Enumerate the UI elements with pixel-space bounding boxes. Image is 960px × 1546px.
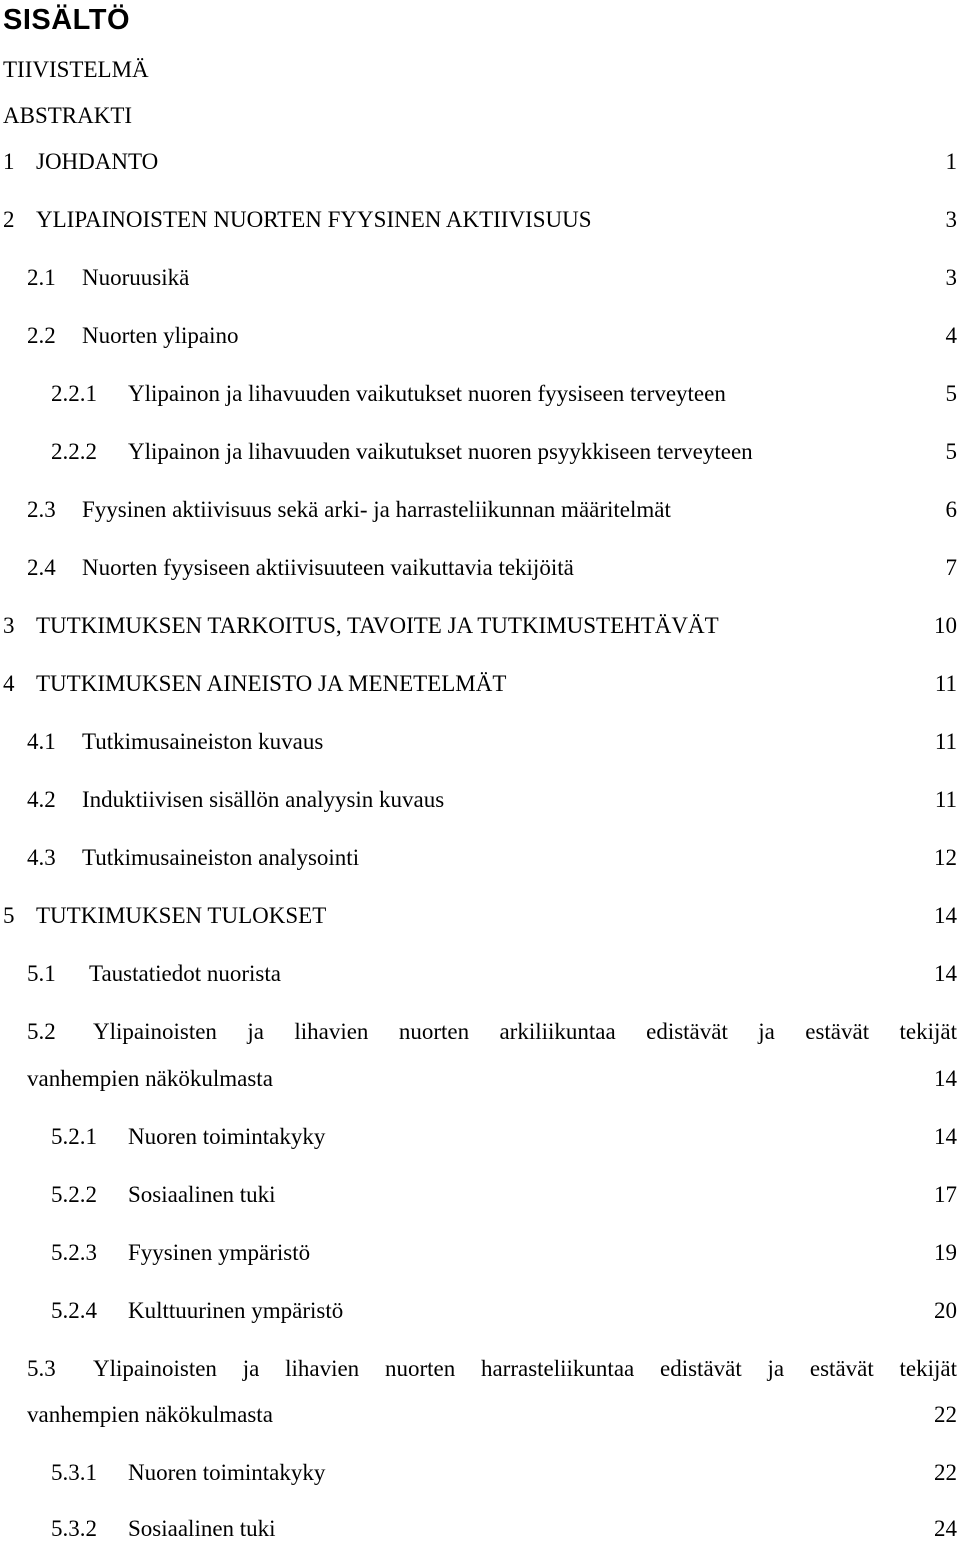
toc-entry-number: 5.3.2 (51, 1516, 97, 1541)
toc-entry-number: 1 (3, 149, 15, 174)
toc-entry-4-3 (0, 841, 957, 875)
toc-entry-text: Nuorten ylipaino (82, 323, 239, 348)
toc-entry-number: 5.2 (27, 1019, 56, 1044)
toc-entry-number: 2.2.2 (51, 439, 97, 464)
toc-entry-text: Ylipainon ja lihavuuden vaikutukset nuoren psyykkiseen terveyteen (128, 439, 753, 464)
toc-entry-page: 3 (945, 207, 957, 232)
toc-entry-text: JOHDANTO (36, 149, 159, 174)
toc-entry-word: Ylipainoisten (93, 1019, 217, 1044)
toc-entry-word: nuorten (384, 1356, 456, 1381)
toc-entry-number: 5.2.2 (51, 1182, 97, 1207)
toc-entry-5-2-1 (0, 1120, 957, 1154)
toc-entry-page: 20 (934, 1298, 957, 1323)
toc-entry-3 (0, 609, 957, 643)
toc-entry-text: Sosiaalinen tuki (128, 1516, 276, 1541)
page-title: SISÄLTÖ (3, 4, 131, 36)
toc-entry-number: 2.2 (27, 323, 56, 348)
toc-entry-2-2-1 (0, 377, 957, 411)
toc-entry-page: 22 (934, 1460, 957, 1485)
toc-entry-word: lihavien (285, 1356, 360, 1381)
toc-entry-text: Taustatiedot nuorista (89, 961, 281, 986)
toc-entry-text: TIIVISTELMÄ (3, 57, 149, 82)
toc-entry-number: 5 (3, 903, 15, 928)
toc-entry-5-3 (0, 1352, 957, 1386)
toc-entry-word: lihavien (294, 1019, 369, 1044)
toc-entry-number: 2.1 (27, 265, 56, 290)
toc-entry-abstract (0, 99, 957, 133)
toc-entry-text: Nuorten fyysiseen aktiivisuuteen vaikuttavia tekijöitä (82, 555, 574, 580)
toc-entry-page: 14 (934, 1124, 957, 1149)
toc-entry-4 (0, 667, 957, 701)
toc-entry-word: arkiliikuntaa (499, 1019, 616, 1044)
toc-entry-word: ja (767, 1356, 785, 1381)
toc-entry-page: 14 (934, 1066, 957, 1091)
toc-entry-page: 5 (945, 439, 957, 464)
toc-entry-5-2-2 (0, 1178, 957, 1212)
toc-entry-number: 5.3.1 (51, 1460, 97, 1485)
toc-entry-word: ja (242, 1356, 260, 1381)
toc-entry-5-2-4 (0, 1294, 957, 1328)
toc-entry-word: tekijät (899, 1356, 957, 1381)
toc-entry-page: 10 (934, 613, 957, 638)
toc-entry-2-4 (0, 551, 957, 585)
toc-entry-page: 11 (934, 671, 957, 696)
toc-entry-number: 5.2.3 (51, 1240, 97, 1265)
toc-entry-text: Sosiaalinen tuki (128, 1182, 276, 1207)
toc-entry-abstract-fi (0, 53, 957, 87)
toc-entry-5-3-continuation (0, 1398, 957, 1432)
toc-entry-text: TUTKIMUKSEN TARKOITUS, TAVOITE JA TUTKIMUSTEHTÄVÄT (36, 613, 719, 638)
toc-entry-page: 7 (945, 555, 957, 580)
toc-entry-number: 5.3 (27, 1356, 56, 1381)
toc-entry-1 (0, 145, 957, 179)
toc-entry-number: 5.2.1 (51, 1124, 97, 1149)
toc-entry-text: Induktiivisen sisällön analyysin kuvaus (82, 787, 445, 812)
toc-entry-text: Ylipainon ja lihavuuden vaikutukset nuoren fyysiseen terveyteen (128, 381, 726, 406)
toc-entry-page: 22 (934, 1402, 957, 1427)
toc-entry-number: 4.1 (27, 729, 56, 754)
toc-entry-page: 14 (934, 961, 957, 986)
toc-entry-2-2 (0, 319, 957, 353)
toc-entry-text-justified (93, 1015, 957, 1049)
toc-entry-word: ja (758, 1019, 775, 1044)
toc-entry-4-1 (0, 725, 957, 759)
toc-entry-page: 17 (934, 1182, 957, 1207)
toc-entry-number: 2.4 (27, 555, 56, 580)
toc-entry-text: Nuoren toimintakyky (128, 1124, 326, 1149)
toc-entry-word: estävät (809, 1356, 874, 1381)
toc-entry-5-3-2 (0, 1512, 957, 1546)
toc-entry-word: edistävät (660, 1356, 742, 1381)
toc-entry-word: tekijät (899, 1019, 957, 1044)
toc-entry-page: 19 (934, 1240, 957, 1265)
toc-entry-2-1 (0, 261, 957, 295)
toc-entry-page: 5 (945, 381, 957, 406)
toc-entry-word: ja (247, 1019, 264, 1044)
toc-entry-text: Fyysinen aktiivisuus sekä arki- ja harrasteliikunnan määritelmät (82, 497, 671, 522)
toc-entry-page: 24 (934, 1516, 957, 1541)
toc-entry-page: 3 (945, 265, 957, 290)
toc-entry-number: 5.2.4 (51, 1298, 97, 1323)
toc-entry-5-2-continuation (0, 1062, 957, 1096)
toc-entry-5-1 (0, 957, 957, 991)
toc-entry-page: 11 (934, 787, 957, 812)
toc-entry-word: nuorten (398, 1019, 470, 1044)
toc-entry-page: 11 (934, 729, 957, 754)
toc-entry-text: Nuoruusikä (82, 265, 190, 290)
toc-entry-text: Fyysinen ympäristö (128, 1240, 311, 1265)
toc-entry-text: Nuoren toimintakyky (128, 1460, 326, 1485)
toc-entry-number: 4.2 (27, 787, 56, 812)
toc-entry-text: TUTKIMUKSEN AINEISTO JA MENETELMÄT (36, 671, 507, 696)
toc-entry-number: 2.2.1 (51, 381, 97, 406)
toc-entry-2-3 (0, 493, 957, 527)
toc-entry-text: YLIPAINOISTEN NUORTEN FYYSINEN AKTIIVISUUS (36, 207, 592, 232)
toc-entry-number: 4 (3, 671, 15, 696)
toc-entry-text-justified (93, 1352, 957, 1386)
toc-entry-page: 1 (945, 149, 957, 174)
toc-entry-word: Ylipainoisten (93, 1356, 217, 1381)
toc-entry-page: 6 (945, 497, 957, 522)
toc-entry-word: estävät (805, 1019, 870, 1044)
toc-entry-text: Tutkimusaineiston kuvaus (82, 729, 324, 754)
toc-entry-page: 4 (945, 323, 957, 348)
toc-entry-text-continued: vanhempien näkökulmasta (27, 1066, 273, 1091)
toc-entry-5 (0, 899, 957, 933)
toc-entry-4-2 (0, 783, 957, 817)
toc-entry-number: 3 (3, 613, 15, 638)
toc-entry-number: 5.1 (27, 961, 56, 986)
toc-entry-text: Tutkimusaineiston analysointi (82, 845, 360, 870)
toc-entry-5-2-3 (0, 1236, 957, 1270)
toc-entry-page: 12 (934, 845, 957, 870)
toc-entry-text-continued: vanhempien näkökulmasta (27, 1402, 273, 1427)
toc-entry-word: edistävät (646, 1019, 728, 1044)
toc-entry-text: Kulttuurinen ympäristö (128, 1298, 344, 1323)
toc-entry-number: 4.3 (27, 845, 56, 870)
toc-entry-text: TUTKIMUKSEN TULOKSET (36, 903, 327, 928)
toc-entry-5-2 (0, 1015, 957, 1049)
toc-entry-2 (0, 203, 957, 237)
toc-entry-5-3-1 (0, 1456, 957, 1490)
toc-entry-number: 2 (3, 207, 15, 232)
toc-entry-number: 2.3 (27, 497, 56, 522)
toc-entry-page: 14 (934, 903, 957, 928)
toc-entry-word: harrasteliikuntaa (480, 1356, 635, 1381)
toc-entry-text: ABSTRAKTI (3, 103, 133, 128)
toc-entry-2-2-2 (0, 435, 957, 469)
